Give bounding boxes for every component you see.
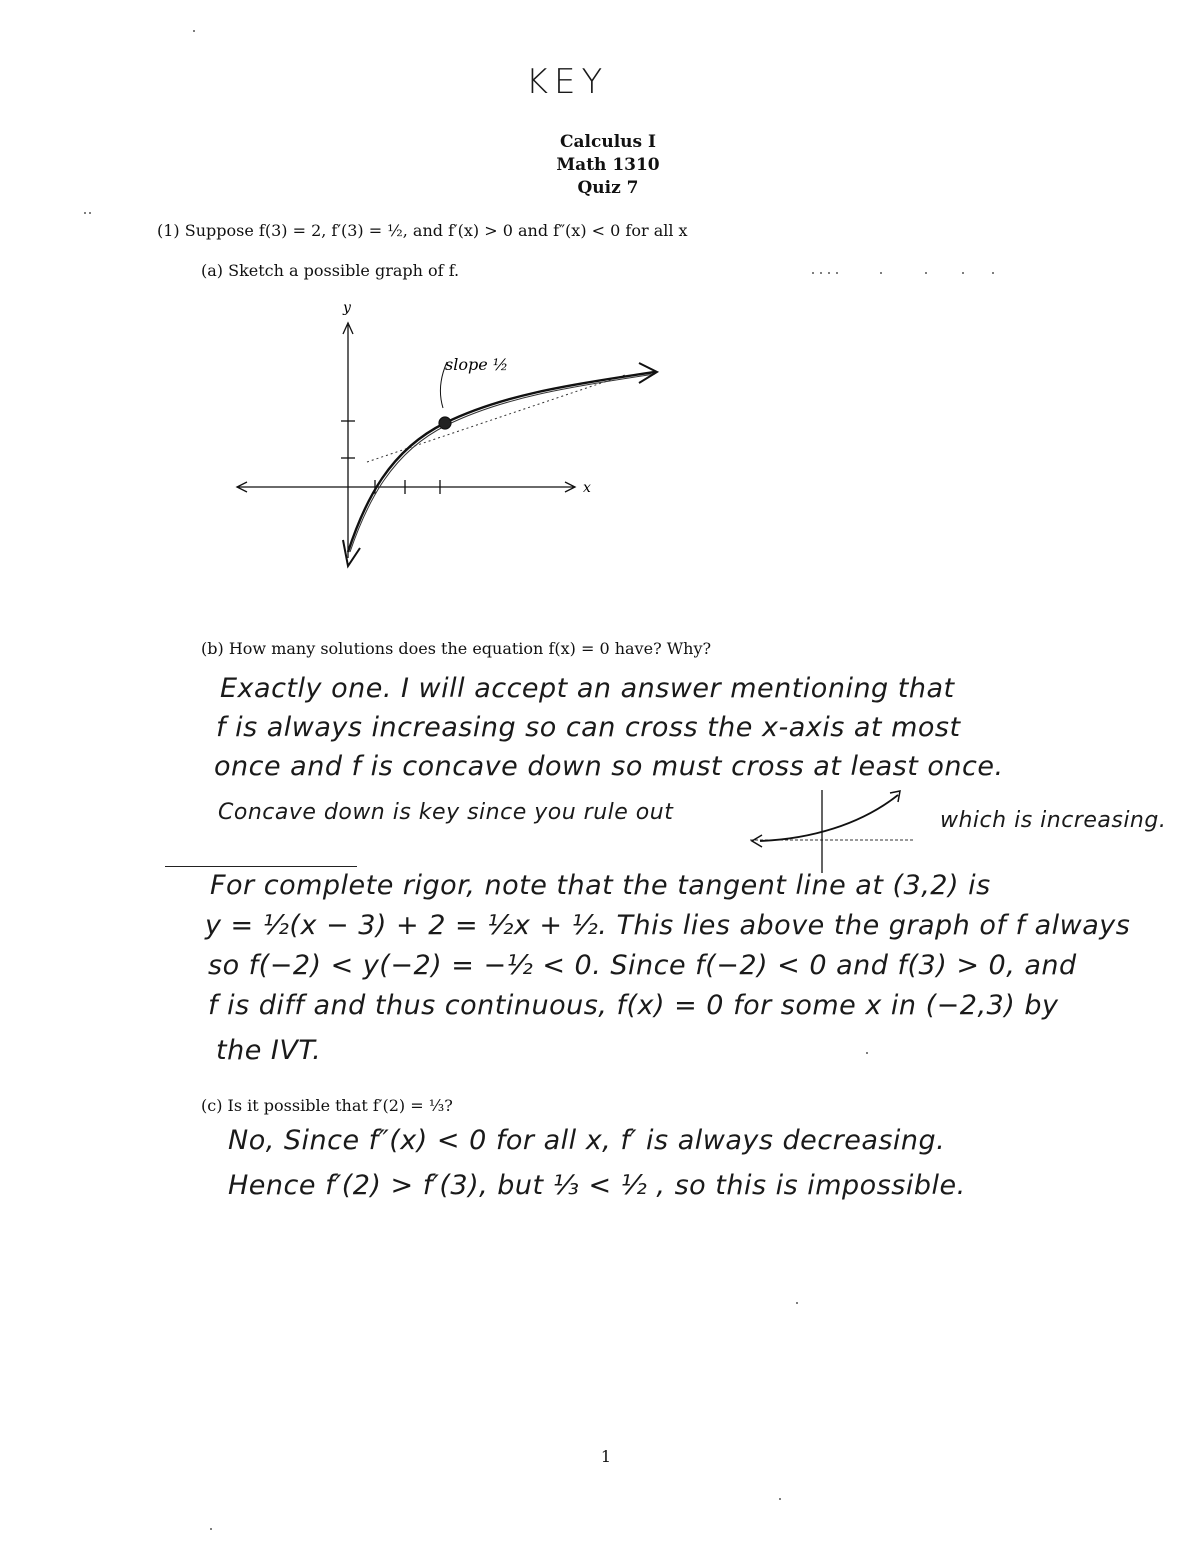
scan-speck bbox=[836, 272, 838, 274]
problem-1 bbox=[157, 221, 688, 240]
course-title: Calculus I bbox=[560, 132, 656, 152]
answer-c-line-2: Hence f′(2) > f′(3), but ⅓ < ½ , so this is impossible. bbox=[228, 1170, 966, 1201]
scan-speck bbox=[925, 272, 927, 274]
scan-speck bbox=[828, 272, 830, 274]
divider-line bbox=[165, 866, 357, 867]
scan-speck bbox=[866, 1052, 868, 1054]
part-a-question: Sketch a possible graph of f. bbox=[228, 261, 460, 280]
ruled-out-sketch bbox=[750, 785, 920, 875]
y-axis-label: y bbox=[343, 300, 351, 316]
scan-speck bbox=[992, 272, 994, 274]
quiz-title: Quiz 7 bbox=[577, 178, 639, 198]
answer-c-line-1: No, Since f″(x) < 0 for all x, f′ is always decreasing. bbox=[228, 1125, 946, 1156]
scan-speck bbox=[962, 272, 964, 274]
course-number: Math 1310 bbox=[556, 155, 660, 175]
sketch-graph bbox=[225, 290, 685, 580]
scan-speck bbox=[89, 212, 91, 214]
scan-speck bbox=[210, 1528, 212, 1530]
rigor-line-3: so f(−2) < y(−2) = −½ < 0. Since f(−2) < 0 and f(3) > 0, and bbox=[208, 950, 1077, 981]
key-heading: KEY bbox=[525, 62, 609, 102]
rigor-line-4: f is diff and thus continuous, f(x) = 0 for some x in (−2,3) by bbox=[208, 990, 1059, 1021]
scan-speck bbox=[84, 212, 86, 214]
answer-b-line-2: f is always increasing so can cross the x-axis at most bbox=[216, 712, 961, 743]
problem-number: (1) bbox=[157, 221, 180, 240]
part-a bbox=[201, 261, 459, 280]
x-axis-label: x bbox=[583, 480, 591, 496]
part-c bbox=[201, 1096, 453, 1115]
part-c-label: (c) bbox=[201, 1096, 223, 1115]
rigor-line-1: For complete rigor, note that the tangent line at (3,2) is bbox=[210, 870, 991, 901]
part-b-label: (b) bbox=[201, 639, 224, 658]
scan-speck bbox=[779, 1498, 781, 1500]
point-3-2 bbox=[439, 417, 451, 429]
sketch-curve bbox=[760, 795, 898, 841]
problem-statement: Suppose f(3) = 2, f′(3) = ½, and f′(x) > 0 and f″(x) < 0 for all x bbox=[184, 221, 688, 240]
rigor-line-2: y = ½(x − 3) + 2 = ½x + ½. This lies above the graph of f always bbox=[205, 910, 1131, 941]
scan-speck bbox=[796, 1302, 798, 1304]
scan-speck bbox=[193, 30, 195, 32]
concave-line-start: Concave down is key since you rule out bbox=[218, 800, 674, 825]
part-a-label: (a) bbox=[201, 261, 224, 280]
scan-speck bbox=[880, 272, 882, 274]
rigor-line-5: the IVT. bbox=[216, 1035, 322, 1066]
page-number: 1 bbox=[600, 1447, 612, 1466]
answer-b-line-1: Exactly one. I will accept an answer mentioning that bbox=[220, 673, 955, 704]
part-b bbox=[201, 639, 711, 658]
concave-line-end: which is increasing. bbox=[940, 808, 1167, 833]
answer-b-line-3: once and f is concave down so must cross at least once. bbox=[214, 751, 1004, 782]
function-curve bbox=[348, 372, 655, 552]
scan-speck bbox=[812, 272, 814, 274]
slope-annotation: slope ½ bbox=[445, 355, 509, 374]
part-c-question: Is it possible that f′(2) = ⅓? bbox=[227, 1096, 453, 1115]
part-b-question: How many solutions does the equation f(x) = 0 have? Why? bbox=[228, 639, 712, 658]
scan-speck bbox=[820, 272, 822, 274]
